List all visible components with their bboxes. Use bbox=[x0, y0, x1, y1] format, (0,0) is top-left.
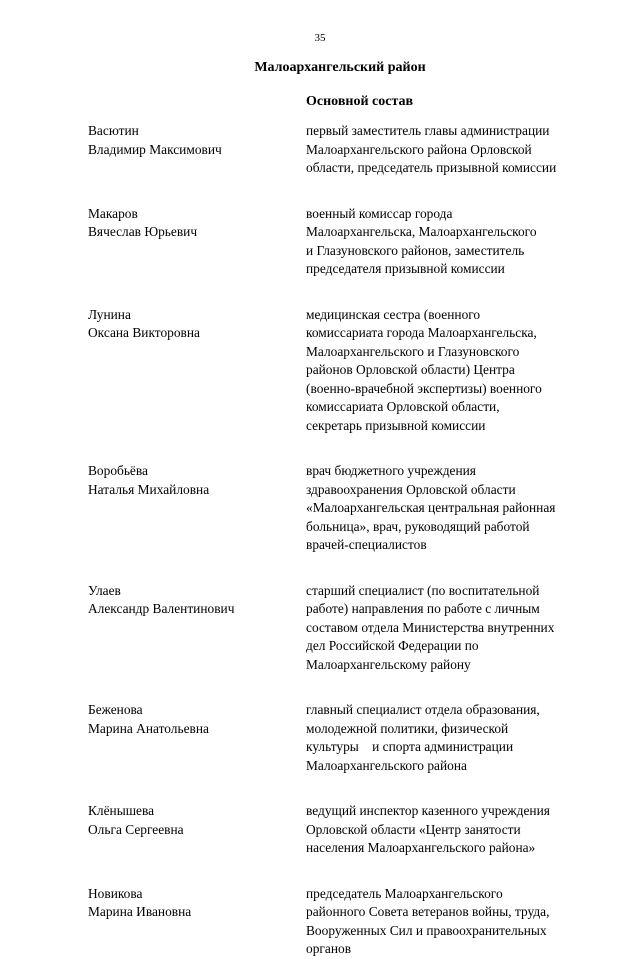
role-line: Малоархангельскому району bbox=[306, 656, 471, 672]
role-line: молодежной политики, физической bbox=[306, 720, 509, 736]
member-surname: Улаев bbox=[88, 582, 121, 598]
member-name bbox=[88, 122, 306, 178]
role-line: ведущий инспектор казенного учреждения bbox=[306, 803, 550, 818]
member-given-names: Ольга Сергеевна bbox=[88, 821, 184, 837]
member-given-names: Александр Валентинович bbox=[88, 601, 235, 616]
member-role bbox=[306, 462, 598, 555]
member-role bbox=[306, 205, 598, 279]
member-entry bbox=[88, 306, 598, 436]
member-surname: Клёнышева bbox=[88, 803, 155, 818]
role-line: Малоархангельского района bbox=[306, 757, 467, 773]
member-surname: Беженова bbox=[88, 702, 143, 717]
member-name bbox=[88, 582, 306, 675]
role-line: работе) направления по работе с личным bbox=[306, 601, 540, 616]
member-role bbox=[306, 885, 598, 959]
role-line: Орловской области «Центр занятости bbox=[306, 821, 521, 837]
role-line: военный комиссар города bbox=[306, 205, 453, 221]
role-line: медицинская сестра (военного bbox=[306, 306, 481, 322]
role-line: врачей-специалистов bbox=[306, 537, 427, 552]
member-entry bbox=[88, 885, 598, 959]
role-line: врач бюджетного учреждения bbox=[306, 463, 476, 478]
member-given-names: Марина Анатольевна bbox=[88, 720, 209, 736]
member-given-names: Вячеслав Юрьевич bbox=[88, 224, 198, 239]
member-surname: Новикова bbox=[88, 885, 143, 901]
role-line: Малоархангельска, Малоархангельского bbox=[306, 224, 537, 239]
member-surname: Васютин bbox=[88, 123, 139, 138]
member-role bbox=[306, 701, 598, 775]
member-name bbox=[88, 701, 306, 775]
role-line: районного Совета ветеранов войны, труда, bbox=[306, 904, 550, 919]
role-line: председателя призывной комиссии bbox=[306, 261, 505, 276]
role-line: районов Орловской области) Центра bbox=[306, 362, 515, 377]
member-role bbox=[306, 582, 598, 675]
member-name bbox=[88, 802, 306, 858]
role-line: старший специалист (по воспитательной bbox=[306, 582, 540, 598]
role-line: и Глазуновского районов, заместитель bbox=[306, 242, 525, 258]
role-line: «Малоархангельская центральная районная bbox=[306, 500, 556, 515]
member-given-names: Владимир Максимович bbox=[88, 141, 222, 157]
role-line: населения Малоархангельского района» bbox=[306, 840, 536, 855]
member-name bbox=[88, 885, 306, 959]
role-line: Малоархангельского района Орловской bbox=[306, 141, 532, 157]
role-line: здравоохранения Орловской области bbox=[306, 481, 516, 497]
role-line: Вооруженных Сил и правоохранительных bbox=[306, 922, 547, 938]
role-line: главный специалист отдела образования, bbox=[306, 702, 540, 717]
role-line: председатель Малоархангельского bbox=[306, 885, 503, 901]
role-line: первый заместитель главы администрации bbox=[306, 123, 550, 138]
member-entry bbox=[88, 462, 598, 555]
member-name bbox=[88, 462, 306, 555]
role-line: больница», врач, руководящий работой bbox=[306, 518, 530, 534]
section-title: Основной состав bbox=[306, 94, 414, 109]
district-title: Малоархангельский район bbox=[254, 60, 426, 75]
role-line: секретарь призывной комиссии bbox=[306, 417, 486, 433]
member-entry bbox=[88, 582, 598, 675]
member-entry bbox=[88, 205, 598, 279]
role-line: (военно-врачебной экспертизы) военного bbox=[306, 380, 542, 396]
member-surname: Воробьёва bbox=[88, 463, 148, 478]
member-role bbox=[306, 122, 598, 178]
page-number: 35 bbox=[314, 32, 326, 44]
role-line: органов bbox=[306, 941, 352, 956]
role-line: составом отдела Министерства внутренних bbox=[306, 619, 555, 635]
role-line: области, председатель призывной комиссии bbox=[306, 160, 557, 175]
role-line: дел Российской Федерации по bbox=[306, 638, 479, 653]
role-line: культуры и спорта администрации bbox=[306, 739, 514, 754]
member-given-names: Марина Ивановна bbox=[88, 904, 192, 919]
member-entry bbox=[88, 802, 598, 858]
member-name bbox=[88, 205, 306, 279]
member-surname: Макаров bbox=[88, 205, 138, 221]
member-entry bbox=[88, 701, 598, 775]
member-role bbox=[306, 802, 598, 858]
member-name bbox=[88, 306, 306, 436]
member-given-names: Наталья Михайловна bbox=[88, 481, 210, 497]
member-role bbox=[306, 306, 598, 436]
role-line: комиссариата Орловской области, bbox=[306, 399, 500, 414]
member-surname: Лунина bbox=[88, 306, 131, 322]
role-line: Малоархангельского и Глазуновского bbox=[306, 343, 520, 359]
role-line: комиссариата города Малоархангельска, bbox=[306, 325, 537, 340]
member-given-names: Оксана Викторовна bbox=[88, 325, 200, 340]
member-entry bbox=[88, 122, 598, 178]
members-list bbox=[88, 122, 598, 959]
